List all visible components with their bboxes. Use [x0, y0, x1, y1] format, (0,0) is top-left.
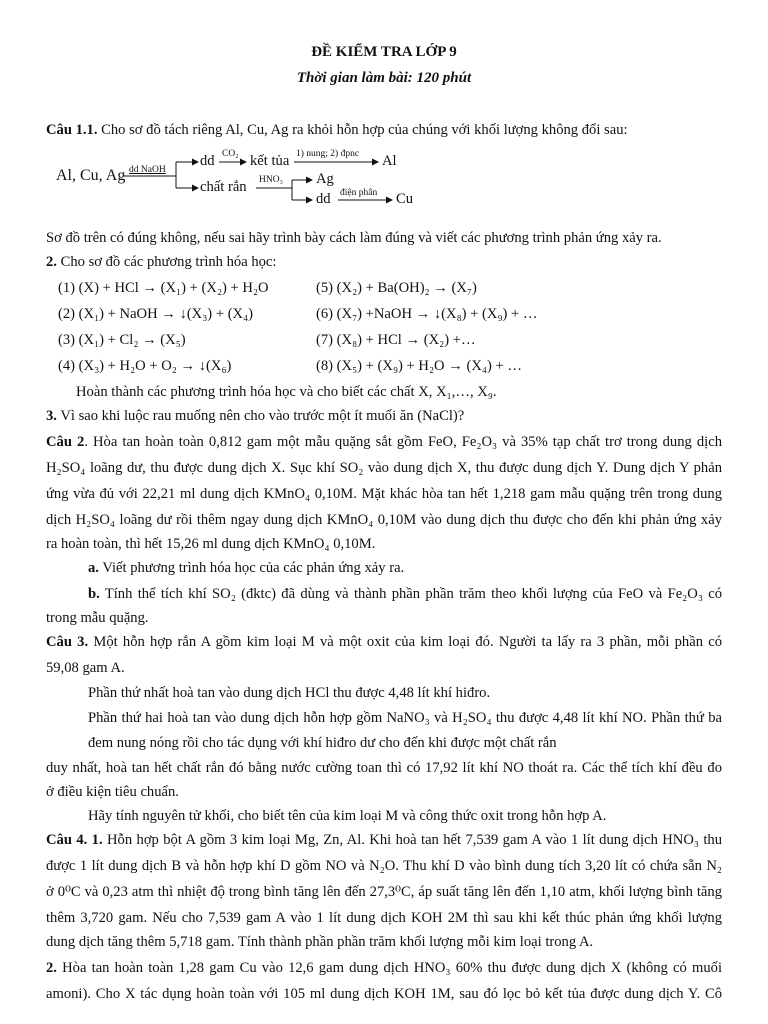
question-1-3-label: 3. — [46, 408, 57, 424]
equation-6: (6) (X₇) +NaOH → ↓(X₈) + (X₉) + … — [316, 306, 538, 322]
question-3-line-8: Hãy tính nguyên tử khối, cho biết tên của kim loại M và công thức oxit trong hỗn hợp A. — [88, 808, 607, 824]
diagram-dd: dd — [200, 153, 215, 169]
question-4-text-1: Hỗn hợp bột A gồm 3 kim loại Mg, Zn, Al. Khi hoà tan hết 7,539 gam A vào 1 lít dung dịch HNO₃ thu — [102, 832, 722, 848]
question-2-part-a-text: Viết phương trình hóa học của các phản ứng xảy ra. — [98, 560, 405, 576]
equation-1: (1) (X) + HCl → (X₁) + (X₂) + H₂O — [58, 280, 269, 296]
question-2-part-b-text: Tính thể tích khí SO₂ (đktc) đã dùng và thành phần phần trăm theo khối lượng của FeO và Fe₂O₃ có — [99, 586, 722, 602]
question-1-3-text: Vì sao khi luộc rau muống nên cho vào trước một ít muối ăn (NaCl)? — [56, 408, 465, 424]
separation-diagram — [56, 150, 436, 212]
question-4-line-2: được 1 lít dung dịch B và hỗn hợp khí D gồm NO và N₂O. Thu khí D vào bình dung tích 3,20 lít có chứa sẵn N₂ — [46, 858, 722, 874]
question-4-line-1 — [46, 830, 722, 850]
question-3-line-7: ở điều kiện tiêu chuẩn. — [46, 784, 179, 800]
question-2-part-b — [88, 584, 722, 604]
question-3-line-3: Phần thứ nhất hoà tan vào dung dịch HCl thu được 4,48 lít khí hiđro. — [88, 685, 491, 701]
diagram-cu: Cu — [396, 191, 414, 207]
question-4-part-2-line-1 — [46, 958, 722, 978]
question-4-part-2-label: 2. — [46, 960, 57, 976]
question-4-part-2-text-1: Hòa tan hoàn toàn 1,28 gam Cu vào 12,6 gam dung dịch HNO₃ 60% thu được dung dịch X (không có muối — [56, 960, 722, 976]
equation-3: (3) (X₁) + Cl₂ → (X₅) — [58, 332, 186, 348]
question-1-1-text: Cho sơ đồ tách riêng Al, Cu, Ag ra khỏi hỗn hợp của chúng với khối lượng không đổi sau: — [97, 122, 628, 138]
question-1-1-label: Câu 1.1. — [46, 122, 98, 138]
question-3-line-1 — [46, 632, 722, 652]
question-2-part-b-label: b. — [88, 586, 100, 602]
diagram-dd-2: dd — [316, 191, 331, 207]
question-4-line-5: dung dịch tăng thêm 5,718 gam. Tính thành phần phần trăm khối lượng mỗi kim loại trong A. — [46, 934, 594, 950]
question-2-part-a-label: a. — [88, 560, 99, 576]
diagram-ag: Ag — [316, 171, 334, 187]
question-2-text-1: . Hòa tan hoàn toàn 0,812 gam một mẫu quặng sắt gồm FeO, Fe₂O₃ và 35% tạp chất trơ trong dung dịch — [84, 434, 722, 450]
diagram-reagent-naoh: dd NaOH — [129, 165, 166, 175]
question-4-line-3: ở 0⁰C và 0,23 atm thì nhiệt độ trong bình tăng lên đến 27,3⁰C, áp suất tăng lên đến 1,10 atm, khối lượng bình tăng — [46, 884, 722, 900]
equation-8: (8) (X₅) + (X₉) + H₂O → (X₄) + … — [316, 358, 522, 374]
diagram-al: Al — [382, 153, 397, 169]
question-2-part-a — [88, 558, 722, 578]
equation-7: (7) (X₈) + HCl → (X₂) +… — [316, 332, 476, 348]
question-1-3 — [46, 406, 722, 426]
question-2-line-3: ứng vừa đủ với 22,21 ml dung dịch KMnO₄ 0,10M. Mặt khác hòa tan hết 1,218 gam mẫu quặng trên trong dung — [46, 486, 722, 502]
question-2-line-1 — [46, 432, 722, 452]
diagram-reagent-co2: CO₂ — [222, 149, 239, 159]
question-3-line-4: Phần thứ hai hoà tan vào dung dịch hỗn hợp gồm NaNO₃ và H₂SO₄ thu được 4,48 lít khí NO. Phần thứ ba — [88, 710, 722, 726]
diagram-reagent-dien-phan: điện phân — [340, 188, 378, 198]
question-3-line-5: đem nung nóng rồi cho tác dụng với khí hiđro dư cho đến khi được một chất rắn — [88, 735, 557, 751]
equation-5: (5) (X₂) + Ba(OH)₂ → (X₇) — [316, 280, 477, 296]
diagram-reagent-nung: 1) nung; 2) đpnc — [296, 149, 360, 159]
question-2-label: Câu 2 — [46, 434, 85, 450]
question-1-2-text: Cho sơ đồ các phương trình hóa học: — [56, 254, 277, 270]
question-4-line-4: thêm 3,720 gam. Nếu cho 7,539 gam A vào 1 lít dung dịch KOH 2M thì sau khi kết thúc phản ứng khối lượng — [46, 910, 722, 926]
equation-4: (4) (X₃) + H₂O + O₂ → ↓(X₆) — [58, 358, 232, 374]
question-3-line-2: 59,08 gam A. — [46, 660, 125, 676]
question-2-line-5: ra hoàn toàn, thì hết 15,26 ml dung dịch KMnO₄ 0,10M. — [46, 536, 376, 552]
diagram-chat-ran: chất rắn — [200, 179, 247, 195]
question-1-2-label: 2. — [46, 254, 57, 270]
question-3-line-6: duy nhất, hoà tan hết chất rắn đó bằng nước cường toan thì có 17,92 lít khí NO thoát ra. Các thể tích khí đều đo — [46, 760, 722, 776]
diagram-ket-tua: kết tủa — [250, 153, 290, 169]
question-2-line-2: H₂SO₄ loãng dư, thu được dung dịch X. Sục khí SO₂ vào dung dịch X, thu được dung dịch Y. Dung dịch Y phản — [46, 460, 722, 476]
question-4-label: Câu 4. 1. — [46, 832, 103, 848]
diagram-reagent-hno3: HNO₃ — [259, 175, 283, 185]
question-2-part-b-end: trong mẫu quặng. — [46, 610, 149, 626]
question-1-1 — [46, 120, 722, 140]
diagram-start: Al, Cu, Ag — [56, 167, 126, 184]
question-2-line-4: dịch H₂SO₄ loãng dư rồi thêm ngay dung dịch KMnO₄ 0,10M vào dung dịch thu được cho đến khi phản ứng xảy — [46, 512, 722, 528]
question-1-1-prompt: Sơ đồ trên có đúng không, nếu sai hãy trình bày cách làm đúng và viết các phương trình phản ứng xảy ra. — [46, 230, 662, 246]
question-1-2 — [46, 252, 722, 272]
question-3-label: Câu 3. — [46, 634, 89, 650]
question-4-part-2-line-2: amoni). Cho X tác dụng hoàn toàn với 105 ml dung dịch KOH 1M, sau đó lọc bỏ kết tủa được dung dịch Y. Cô — [46, 986, 722, 1002]
question-3-text-1: Một hỗn hợp rắn A gồm kim loại M và một oxit của kim loại đó. Người ta lấy ra 3 phần, mỗi phần có — [88, 634, 722, 650]
question-1-2-instruction: Hoàn thành các phương trình hóa học và cho biết các chất X, X₁,…, X₉. — [76, 384, 497, 400]
page-title: ĐỀ KIỂM TRA LỚP 9 — [311, 44, 457, 60]
page-subtitle: Thời gian làm bài: 120 phút — [296, 70, 472, 86]
equation-2: (2) (X₁) + NaOH → ↓(X₃) + (X₄) — [58, 306, 254, 322]
